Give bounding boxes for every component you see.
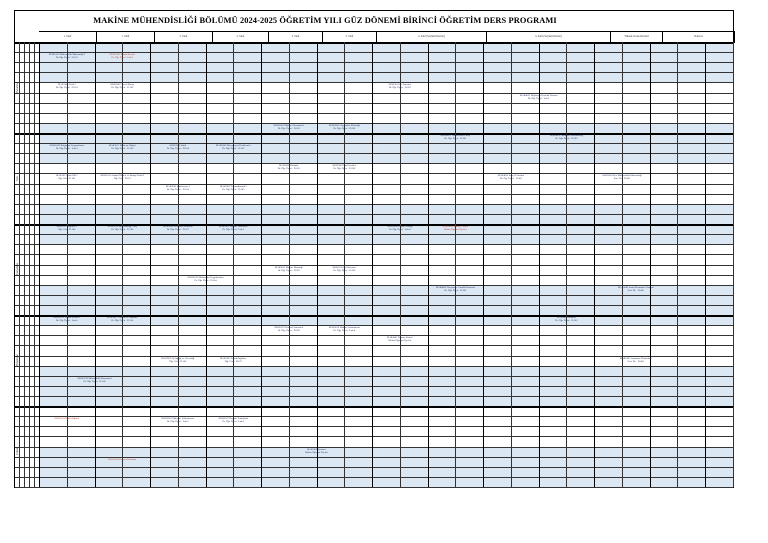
row-shading (39, 204, 733, 214)
grid-column-line (122, 42, 123, 487)
course-entry[interactable] (207, 225, 261, 244)
course-title: MAK4047 Tasarım Projesi (386, 336, 413, 340)
grid-column-line (705, 42, 706, 487)
course-title: MAK1001 Mühendislik Matematiği I (48, 53, 85, 57)
course-instructor: Dr. Öğr. Üyesi · D-104 (194, 278, 217, 282)
course-entry[interactable] (207, 417, 261, 436)
course-title: MAK1013 Türk Dili I (56, 174, 78, 178)
course-instructor: Dr. Öğr. Üyesi · D-101 (55, 86, 78, 90)
grid-column-line (289, 42, 290, 487)
course-entry[interactable] (429, 134, 483, 153)
course-title: MAK3007 İmal Usulleri (332, 164, 357, 168)
row-shading (39, 123, 733, 133)
row-shading (39, 447, 733, 457)
course-instructor: Dr. Öğr. Üyesi · Lab-4 (333, 329, 356, 333)
course-entry[interactable] (40, 53, 94, 72)
course-instructor: Dr. Öğr. Üyesi · D-301 (444, 288, 467, 292)
course-entry[interactable] (96, 316, 150, 335)
course-entry[interactable] (540, 134, 594, 153)
grid-column-line (733, 42, 734, 487)
course-instructor: Öğr. Gör. · D-107 (224, 359, 242, 363)
course-instructor: Dr. Öğr. Üyesi · D-105 (222, 187, 245, 191)
course-title: MAK4041 Bitirme Projesi (442, 225, 469, 229)
course-entry[interactable] (262, 448, 371, 467)
course-title: MAK1011 Malzeme Bilgisi (108, 144, 136, 148)
course-title: MAK2015 Teknik Resim II (53, 316, 80, 320)
course-title: MAK2011 Sayısal Yöntemler (219, 225, 248, 229)
header-cell: 1. Sınıf (39, 32, 97, 42)
course-entry[interactable] (262, 266, 316, 295)
grid-column-line (650, 42, 651, 487)
course-instructor: Prof. Dr. · D-401 (627, 359, 645, 363)
course-entry[interactable] (151, 225, 205, 244)
grid-column-line (428, 42, 429, 487)
course-entry[interactable] (512, 94, 566, 113)
course-instructor: Dr. Öğr. Üyesi · D-104 (166, 187, 189, 191)
course-entry[interactable] (484, 174, 538, 193)
course-instructor: Öğr. Gör. · D-106 (58, 228, 76, 232)
course-title: MAK4045 Robotik (557, 316, 576, 320)
course-instructor: Prof. Dr. · D-401 (627, 288, 645, 292)
grid-column-line (344, 42, 345, 487)
course-entry[interactable] (151, 417, 205, 436)
course-title: MAK3003 Akışkanlar Mekaniği (328, 123, 360, 127)
course-entry[interactable] (96, 53, 150, 72)
margin-column-line (24, 42, 25, 487)
course-entry[interactable] (262, 124, 316, 143)
grid-column-line (677, 42, 678, 487)
course-entry[interactable] (40, 316, 94, 335)
schedule-sheet (14, 10, 734, 488)
course-title: MAK4031 Yenilenebilir Enerji (440, 134, 471, 138)
course-instructor: Dr. Öğr. Üyesi · Lab-2 (111, 56, 134, 60)
course-entry[interactable] (318, 164, 372, 183)
course-instructor: Dr. Öğr. Üyesi · D-104 (166, 147, 189, 151)
course-entry[interactable] (40, 417, 94, 436)
course-entry[interactable] (595, 174, 649, 193)
course-entry[interactable] (262, 164, 316, 183)
course-title: MAK4043 Titreşim ve Gürültü Kontrolü (435, 285, 475, 289)
course-title: MAK1023 Kariyer Planlama (108, 457, 137, 461)
course-instructor: Dr. Öğr. Üyesi · D-302 (555, 319, 578, 323)
course-instructor: Dr. Öğr. Üyesi · D-201 (277, 268, 300, 272)
course-instructor: Dr. Öğr. Üyesi · Lab-2 (55, 319, 78, 323)
course-instructor: Dr. Öğr. Üyesi · Lab-3 (222, 228, 245, 232)
course-instructor: Dr. Öğr. Üyesi · D-106 (111, 228, 134, 232)
course-entry[interactable] (262, 326, 316, 345)
course-title: MAK2023 Teknik İngilizce (220, 356, 247, 360)
course-entry[interactable] (207, 357, 261, 376)
course-title: MAK1021 Beden Eğitimi (54, 417, 80, 421)
course-entry[interactable] (595, 286, 676, 305)
page-title: MAKİNE MÜHENDİSLİĞİ BÖLÜMÜ 2024-2025 ÖĞRETİM YILI GÜZ DÖNEMİ BİRİNCİ ÖĞRETİM DERS PROGRAMI (93, 16, 557, 25)
course-instructor: Dr. Öğr. Üyesi · D-105 (111, 319, 134, 323)
course-instructor: Dr. Öğr. Üyesi · D-103 (111, 147, 134, 151)
course-title: MAK2019 Mühendislik Ekonomisi (77, 376, 112, 380)
margin-column-line (29, 42, 30, 487)
course-instructor: Dr. Öğr. Üyesi · D-102 (111, 86, 134, 90)
course-instructor: Dr. Öğr. Üyesi · Lab-5 (222, 420, 245, 424)
grid-column-line (483, 42, 484, 487)
course-entry[interactable] (207, 144, 261, 163)
day-label: Çarşamba (15, 263, 19, 276)
course-entry[interactable] (40, 174, 94, 193)
grid-row-line (15, 487, 733, 488)
course-entry[interactable] (429, 225, 483, 234)
course-entry[interactable] (96, 225, 150, 244)
course-instructor: Öğr. Gör. · D-101 (113, 177, 131, 181)
margin-column-line (34, 42, 35, 487)
course-entry[interactable] (373, 83, 427, 112)
course-instructor: Dr. Öğr. Üyesi · D-105 (222, 147, 245, 151)
course-entry[interactable] (318, 266, 372, 295)
header-cell: 3. Sınıf (269, 32, 323, 42)
grid-column-line (317, 42, 318, 487)
day-label: Salı (15, 176, 19, 181)
course-entry[interactable] (373, 286, 538, 305)
course-entry[interactable] (40, 225, 94, 244)
course-instructor: Dr. Öğr. Üyesi · D-203 (277, 329, 300, 333)
course-title: MAK5003 Sonlu Elemanlar Yöntemi (617, 285, 654, 289)
course-instructor: Dr. Öğr. Üyesi · Lab-3 (55, 147, 78, 151)
course-instructor: Bölüm Öğretim Üyeleri (388, 339, 412, 343)
header-cell: 1. Sınıf (97, 32, 155, 42)
day-label: Perşembe (15, 354, 19, 367)
course-instructor: Dr. Öğr. Üyesi · Lab-4 (389, 228, 411, 232)
course-entry[interactable] (96, 458, 150, 467)
course-instructor: Dr. Öğr. Üyesi · D-201 (277, 126, 300, 130)
course-instructor: Dr. Öğr. Üyesi · D-201 (388, 86, 411, 90)
grid-column-line (594, 42, 595, 487)
row-shading (39, 305, 733, 315)
course-title: MAK2003 Diferansiyel Denklemler (215, 144, 251, 148)
course-entry[interactable] (595, 357, 676, 376)
course-entry[interactable] (318, 326, 372, 345)
course-title: MAK4033 Otomotiv Mühendisliği (549, 134, 584, 138)
course-title: MAK5001 İleri Mühendislik Matematiği (602, 174, 642, 178)
course-title: MAK1003 Teknik Resim I (109, 53, 136, 57)
course-entry[interactable] (151, 185, 205, 204)
course-title: MAK3019 Makine Laboratuvarı (328, 326, 360, 330)
course-title: MAK2021 İş Sağlığı ve Güvenliği (161, 356, 195, 360)
course-instructor: Öğr. Gör. · D-101 (58, 177, 76, 181)
course-title: MAK3021 Seminer (307, 447, 327, 451)
course-entry[interactable] (96, 144, 150, 163)
header-cell: Doktora (663, 32, 735, 42)
course-title: MAK3017 Kontrol Sistemleri (274, 326, 304, 330)
course-entry[interactable] (40, 83, 94, 102)
header-cell: 4. Sınıf (Seçmeli Dersler) (377, 32, 487, 42)
course-title: MAK4035 Enerji Yönetimi (497, 174, 525, 178)
course-title: MAK2025 Malzeme Laboratuvarı (161, 417, 195, 421)
row-shading (39, 72, 733, 82)
course-instructor: Dr. Öğr. Üyesi · D-202 (333, 167, 356, 171)
course-entry[interactable] (373, 225, 427, 244)
course-instructor: Dr. Öğr. Üyesi · Lab-5 (166, 420, 189, 424)
course-title: MAK1019 Mühendisliğe Giriş (107, 225, 138, 229)
course-title: MAK1017 İngilizce I (56, 225, 78, 229)
course-title: MAK3001 Makine Elemanları I (273, 123, 305, 127)
header-cell: 3. Sınıf (323, 32, 377, 42)
course-entry[interactable] (151, 276, 260, 305)
course-instructor: Dr. Öğr. Üyesi · D-107 (166, 228, 189, 232)
course-instructor: Dr. Öğr. Üyesi · D-202 (333, 268, 356, 272)
course-entry[interactable] (207, 185, 261, 204)
course-title: MAK3013 Makine Dinamiği (274, 265, 303, 269)
course-title: MAK5005 Araştırma Yöntemleri (619, 356, 652, 360)
course-title: MAK2001 Statik (169, 144, 187, 148)
course-title: MAK3005 Dinamik (279, 164, 299, 168)
header-cell: 2. Sınıf (155, 32, 213, 42)
course-title: MAK3015 Isıl Sistemler (332, 265, 357, 269)
course-entry[interactable] (96, 174, 150, 193)
course-entry[interactable] (540, 316, 594, 345)
header-cell: 4. Sınıf (Seçmeli Dersler) (487, 32, 611, 42)
course-entry[interactable] (373, 336, 427, 355)
header-cell: Yüksek Lisans Dersleri (611, 32, 663, 42)
schedule-grid (15, 42, 733, 487)
course-title: MAK1015 Atatürk İlkeleri ve İnkılap Tarihi I (100, 174, 145, 178)
course-instructor: Dr. Öğr. Üyesi · D-301 (444, 137, 467, 141)
course-title: MAK2009 Elektrik-Elektronik (163, 225, 193, 229)
course-title: MAK2007 Termodinamik I (220, 184, 247, 188)
grid-column-line (261, 42, 262, 487)
course-title: MAK3011 Isı Transferi (388, 83, 412, 87)
course-instructor: Dr. Öğr. Üyesi · D-201 (277, 167, 300, 171)
course-instructor: Bölüm Öğretim Üyeleri (305, 450, 329, 454)
course-title: MAK2013 Mukavemet Uygulamaları (187, 275, 224, 279)
course-entry[interactable] (40, 377, 149, 396)
course-instructor: Öğr. Gör. · D-106 (169, 359, 187, 363)
course-entry[interactable] (96, 83, 150, 102)
course-instructor: Dr. Öğr. Üyesi · D-106 (83, 379, 106, 383)
grid-column-line (566, 42, 567, 487)
course-title: MAK1007 Genel Kimya (110, 83, 135, 87)
course-entry[interactable] (151, 144, 205, 163)
row-shading (39, 467, 733, 477)
course-title: MAK2027 Kaynak Teknolojisi (218, 417, 249, 421)
day-label: Pazartesi (15, 82, 19, 93)
course-title: MAK2005 Mukavemet I (165, 184, 190, 188)
course-instructor: Bölüm Öğretim Üyeleri (443, 228, 467, 232)
course-title: MAK1005 Fizik I (58, 83, 76, 87)
course-instructor: Dr. Öğr. Üyesi · D-303 (499, 177, 522, 181)
course-instructor: Dr. Öğr. Üyesi · Lab-1 (527, 96, 550, 100)
row-shading (39, 396, 733, 406)
course-instructor: Dr. Öğr. Üyesi · D-101 (55, 56, 78, 60)
row-shading (39, 477, 733, 487)
grid-column-line (455, 42, 456, 487)
course-entry[interactable] (318, 124, 372, 143)
course-entry[interactable] (40, 144, 94, 163)
course-instructor: Prof. Dr. · D-401 (613, 177, 631, 181)
course-title: MAK4021 Bilgisayar Destekli Tasarım (519, 93, 558, 97)
header-cell: 2. Sınıf (213, 32, 269, 42)
row-shading (39, 214, 733, 224)
course-entry[interactable] (151, 357, 205, 376)
course-title: MAK2017 Olasılık ve İstatistik (107, 316, 138, 320)
course-title: MAK1009 Bilgisayar Programlama (49, 144, 84, 148)
course-instructor: Dr. Öğr. Üyesi · D-302 (555, 137, 578, 141)
day-label: Cuma (15, 448, 19, 456)
course-title: MAK3009 Ölçme Tekniği (387, 225, 413, 229)
course-instructor: Dr. Öğr. Üyesi · D-202 (333, 126, 356, 130)
grid-column-line (95, 42, 96, 487)
grid-column-line (622, 42, 623, 487)
